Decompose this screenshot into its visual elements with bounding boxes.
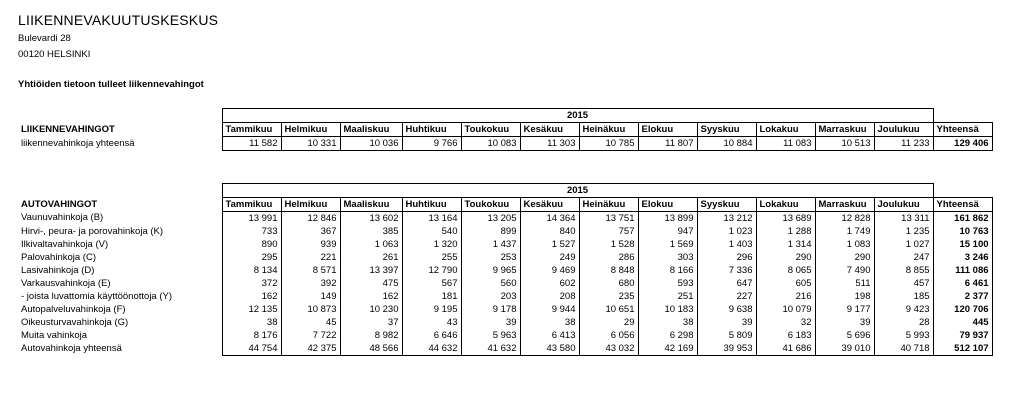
month-header: Tammikuu xyxy=(222,198,281,212)
value-cell: 10 331 xyxy=(281,137,340,151)
value-cell: 39 xyxy=(815,316,874,329)
total-cell: 445 xyxy=(933,316,992,329)
month-header: Lokakuu xyxy=(756,198,815,212)
value-cell: 899 xyxy=(461,225,520,238)
value-cell: 947 xyxy=(638,225,697,238)
value-cell: 203 xyxy=(461,290,520,303)
value-cell: 10 083 xyxy=(461,137,520,151)
table-row xyxy=(18,264,992,277)
table-row xyxy=(18,251,992,264)
value-cell: 8 848 xyxy=(579,264,638,277)
value-cell: 475 xyxy=(340,277,402,290)
value-cell: 8 065 xyxy=(756,264,815,277)
value-cell: 12 790 xyxy=(402,264,461,277)
value-cell: 13 689 xyxy=(756,212,815,226)
section-label: LIIKENNEVAHINGOT xyxy=(21,123,115,135)
organization-name: LIIKENNEVAKUUTUSKESKUS xyxy=(18,12,219,28)
value-cell: 11 233 xyxy=(874,137,933,151)
value-cell: 41 632 xyxy=(461,342,520,356)
month-header: Kesäkuu xyxy=(520,198,579,212)
value-cell: 6 646 xyxy=(402,329,461,342)
value-cell: 162 xyxy=(222,290,281,303)
table-row xyxy=(18,225,992,238)
value-cell: 10 183 xyxy=(638,303,697,316)
value-cell: 13 751 xyxy=(579,212,638,226)
value-cell: 6 413 xyxy=(520,329,579,342)
value-cell: 32 xyxy=(756,316,815,329)
row-label: Varkausvahinkoja (E) xyxy=(21,277,111,289)
month-header: Tammikuu xyxy=(222,123,281,137)
value-cell: 39 xyxy=(697,316,756,329)
row-label: Vaunuvahinkoja (B) xyxy=(21,212,104,224)
month-header: Huhtikuu xyxy=(402,198,461,212)
year-header: 2015 xyxy=(222,184,933,198)
month-header: Elokuu xyxy=(638,198,697,212)
value-cell: 235 xyxy=(579,290,638,303)
value-cell: 647 xyxy=(697,277,756,290)
value-cell: 1 235 xyxy=(874,225,933,238)
value-cell: 13 212 xyxy=(697,212,756,226)
value-cell: 13 397 xyxy=(340,264,402,277)
value-cell: 9 178 xyxy=(461,303,520,316)
value-cell: 9 177 xyxy=(815,303,874,316)
table-row xyxy=(18,212,992,226)
table-row xyxy=(18,137,992,151)
value-cell: 9 423 xyxy=(874,303,933,316)
value-cell: 13 602 xyxy=(340,212,402,226)
value-cell: 39 xyxy=(461,316,520,329)
value-cell: 10 884 xyxy=(697,137,756,151)
value-cell: 8 571 xyxy=(281,264,340,277)
value-cell: 42 169 xyxy=(638,342,697,356)
table-row xyxy=(18,342,992,356)
month-header: Syyskuu xyxy=(697,123,756,137)
value-cell: 13 311 xyxy=(874,212,933,226)
value-cell: 10 873 xyxy=(281,303,340,316)
month-header: Maaliskuu xyxy=(340,123,402,137)
value-cell: 10 036 xyxy=(340,137,402,151)
row-label: - joista luvattomia käyttöönottoja (Y) xyxy=(21,290,173,302)
value-cell: 10 513 xyxy=(815,137,874,151)
value-cell: 38 xyxy=(222,316,281,329)
value-cell: 10 230 xyxy=(340,303,402,316)
value-cell: 1 569 xyxy=(638,238,697,251)
year-header-row xyxy=(18,184,992,198)
total-cell: 79 937 xyxy=(933,329,992,342)
month-header-row xyxy=(18,123,992,137)
value-cell: 251 xyxy=(638,290,697,303)
value-cell: 1 437 xyxy=(461,238,520,251)
total-cell: 2 377 xyxy=(933,290,992,303)
month-header: Maaliskuu xyxy=(340,198,402,212)
value-cell: 9 469 xyxy=(520,264,579,277)
row-label: Palovahinkoja (C) xyxy=(21,251,96,263)
value-cell: 13 991 xyxy=(222,212,281,226)
month-header: Toukokuu xyxy=(461,198,520,212)
value-cell: 44 754 xyxy=(222,342,281,356)
value-cell: 249 xyxy=(520,251,579,264)
table-row xyxy=(18,329,992,342)
value-cell: 7 722 xyxy=(281,329,340,342)
row-label: Autovahinkoja yhteensä xyxy=(21,342,122,354)
value-cell: 162 xyxy=(340,290,402,303)
value-cell: 457 xyxy=(874,277,933,290)
month-header: Joulukuu xyxy=(874,123,933,137)
value-cell: 9 195 xyxy=(402,303,461,316)
month-header: Syyskuu xyxy=(697,198,756,212)
value-cell: 12 846 xyxy=(281,212,340,226)
value-cell: 41 686 xyxy=(756,342,815,356)
total-cell: 15 100 xyxy=(933,238,992,251)
value-cell: 367 xyxy=(281,225,340,238)
value-cell: 10 785 xyxy=(579,137,638,151)
value-cell: 602 xyxy=(520,277,579,290)
value-cell: 593 xyxy=(638,277,697,290)
month-header: Lokakuu xyxy=(756,123,815,137)
month-header: Heinäkuu xyxy=(579,198,638,212)
value-cell: 1 023 xyxy=(697,225,756,238)
month-header: Huhtikuu xyxy=(402,123,461,137)
value-cell: 5 696 xyxy=(815,329,874,342)
value-cell: 7 490 xyxy=(815,264,874,277)
empty-cell xyxy=(933,109,992,123)
section-label: AUTOVAHINGOT xyxy=(21,198,98,210)
value-cell: 45 xyxy=(281,316,340,329)
value-cell: 605 xyxy=(756,277,815,290)
value-cell: 6 183 xyxy=(756,329,815,342)
value-cell: 286 xyxy=(579,251,638,264)
value-cell: 43 xyxy=(402,316,461,329)
value-cell: 185 xyxy=(874,290,933,303)
month-header: Toukokuu xyxy=(461,123,520,137)
value-cell: 1 288 xyxy=(756,225,815,238)
value-cell: 39 953 xyxy=(697,342,756,356)
vehicle-damages-table xyxy=(18,183,993,356)
value-cell: 296 xyxy=(697,251,756,264)
total-cell: 10 763 xyxy=(933,225,992,238)
empty-cell xyxy=(18,109,222,123)
value-cell: 1 083 xyxy=(815,238,874,251)
value-cell: 1 528 xyxy=(579,238,638,251)
value-cell: 39 010 xyxy=(815,342,874,356)
month-header-row xyxy=(18,198,992,212)
value-cell: 290 xyxy=(815,251,874,264)
value-cell: 13 205 xyxy=(461,212,520,226)
table-row xyxy=(18,238,992,251)
month-header: Marraskuu xyxy=(815,198,874,212)
row-label: liikennevahinkoja yhteensä xyxy=(21,137,135,149)
postal-address: 00120 HELSINKI xyxy=(18,49,91,60)
value-cell: 890 xyxy=(222,238,281,251)
value-cell: 227 xyxy=(697,290,756,303)
value-cell: 5 993 xyxy=(874,329,933,342)
value-cell: 42 375 xyxy=(281,342,340,356)
value-cell: 7 336 xyxy=(697,264,756,277)
value-cell: 247 xyxy=(874,251,933,264)
row-label: Ilkivaltavahinkoja (V) xyxy=(21,238,109,250)
empty-cell xyxy=(18,184,222,198)
month-header: Yhteensä xyxy=(933,198,992,212)
value-cell: 567 xyxy=(402,277,461,290)
value-cell: 8 176 xyxy=(222,329,281,342)
value-cell: 43 580 xyxy=(520,342,579,356)
value-cell: 181 xyxy=(402,290,461,303)
table-row xyxy=(18,303,992,316)
table-row xyxy=(18,277,992,290)
table-row xyxy=(18,290,992,303)
month-header: Joulukuu xyxy=(874,198,933,212)
month-header: Kesäkuu xyxy=(520,123,579,137)
value-cell: 12 828 xyxy=(815,212,874,226)
value-cell: 8 134 xyxy=(222,264,281,277)
month-header: Helmikuu xyxy=(281,123,340,137)
report-subtitle: Yhtiöiden tietoon tulleet liikennevahingot xyxy=(18,79,204,90)
month-header: Marraskuu xyxy=(815,123,874,137)
total-cell: 111 086 xyxy=(933,264,992,277)
row-label: Autopalveluvahinkoja (F) xyxy=(21,303,126,315)
value-cell: 511 xyxy=(815,277,874,290)
month-header: Elokuu xyxy=(638,123,697,137)
value-cell: 261 xyxy=(340,251,402,264)
value-cell: 43 032 xyxy=(579,342,638,356)
value-cell: 198 xyxy=(815,290,874,303)
value-cell: 1 749 xyxy=(815,225,874,238)
value-cell: 1 403 xyxy=(697,238,756,251)
value-cell: 303 xyxy=(638,251,697,264)
traffic-damages-table xyxy=(18,108,993,151)
value-cell: 392 xyxy=(281,277,340,290)
year-header: 2015 xyxy=(222,109,933,123)
total-cell: 6 461 xyxy=(933,277,992,290)
value-cell: 5 963 xyxy=(461,329,520,342)
value-cell: 560 xyxy=(461,277,520,290)
street-address: Bulevardi 28 xyxy=(18,33,71,44)
value-cell: 372 xyxy=(222,277,281,290)
table-row xyxy=(18,316,992,329)
value-cell: 540 xyxy=(402,225,461,238)
total-cell: 161 862 xyxy=(933,212,992,226)
value-cell: 9 766 xyxy=(402,137,461,151)
value-cell: 13 899 xyxy=(638,212,697,226)
year-header-row xyxy=(18,109,992,123)
value-cell: 40 718 xyxy=(874,342,933,356)
value-cell: 208 xyxy=(520,290,579,303)
value-cell: 1 063 xyxy=(340,238,402,251)
value-cell: 10 079 xyxy=(756,303,815,316)
value-cell: 255 xyxy=(402,251,461,264)
value-cell: 14 364 xyxy=(520,212,579,226)
value-cell: 8 855 xyxy=(874,264,933,277)
value-cell: 8 166 xyxy=(638,264,697,277)
value-cell: 295 xyxy=(222,251,281,264)
value-cell: 939 xyxy=(281,238,340,251)
value-cell: 29 xyxy=(579,316,638,329)
value-cell: 11 582 xyxy=(222,137,281,151)
value-cell: 12 135 xyxy=(222,303,281,316)
row-label: Lasivahinkoja (D) xyxy=(21,264,95,276)
row-label: Oikeusturvavahinkoja (G) xyxy=(21,316,129,328)
value-cell: 11 303 xyxy=(520,137,579,151)
total-cell: 512 107 xyxy=(933,342,992,356)
value-cell: 11 807 xyxy=(638,137,697,151)
value-cell: 1 314 xyxy=(756,238,815,251)
value-cell: 37 xyxy=(340,316,402,329)
value-cell: 38 xyxy=(638,316,697,329)
value-cell: 5 809 xyxy=(697,329,756,342)
value-cell: 28 xyxy=(874,316,933,329)
value-cell: 48 566 xyxy=(340,342,402,356)
total-cell: 129 406 xyxy=(933,137,992,151)
value-cell: 10 651 xyxy=(579,303,638,316)
empty-cell xyxy=(933,184,992,198)
row-label: Muita vahinkoja xyxy=(21,329,88,341)
month-header: Heinäkuu xyxy=(579,123,638,137)
month-header: Helmikuu xyxy=(281,198,340,212)
total-cell: 3 246 xyxy=(933,251,992,264)
value-cell: 6 056 xyxy=(579,329,638,342)
value-cell: 9 965 xyxy=(461,264,520,277)
value-cell: 149 xyxy=(281,290,340,303)
value-cell: 8 982 xyxy=(340,329,402,342)
value-cell: 6 298 xyxy=(638,329,697,342)
value-cell: 680 xyxy=(579,277,638,290)
month-header: Yhteensä xyxy=(933,123,992,137)
value-cell: 11 083 xyxy=(756,137,815,151)
value-cell: 221 xyxy=(281,251,340,264)
value-cell: 1 027 xyxy=(874,238,933,251)
value-cell: 9 638 xyxy=(697,303,756,316)
total-cell: 120 706 xyxy=(933,303,992,316)
value-cell: 216 xyxy=(756,290,815,303)
value-cell: 9 944 xyxy=(520,303,579,316)
value-cell: 44 632 xyxy=(402,342,461,356)
value-cell: 1 527 xyxy=(520,238,579,251)
value-cell: 840 xyxy=(520,225,579,238)
value-cell: 733 xyxy=(222,225,281,238)
value-cell: 385 xyxy=(340,225,402,238)
row-label: Hirvi-, peura- ja porovahinkoja (K) xyxy=(21,225,164,237)
value-cell: 1 320 xyxy=(402,238,461,251)
value-cell: 253 xyxy=(461,251,520,264)
value-cell: 290 xyxy=(756,251,815,264)
value-cell: 38 xyxy=(520,316,579,329)
value-cell: 757 xyxy=(579,225,638,238)
value-cell: 13 164 xyxy=(402,212,461,226)
